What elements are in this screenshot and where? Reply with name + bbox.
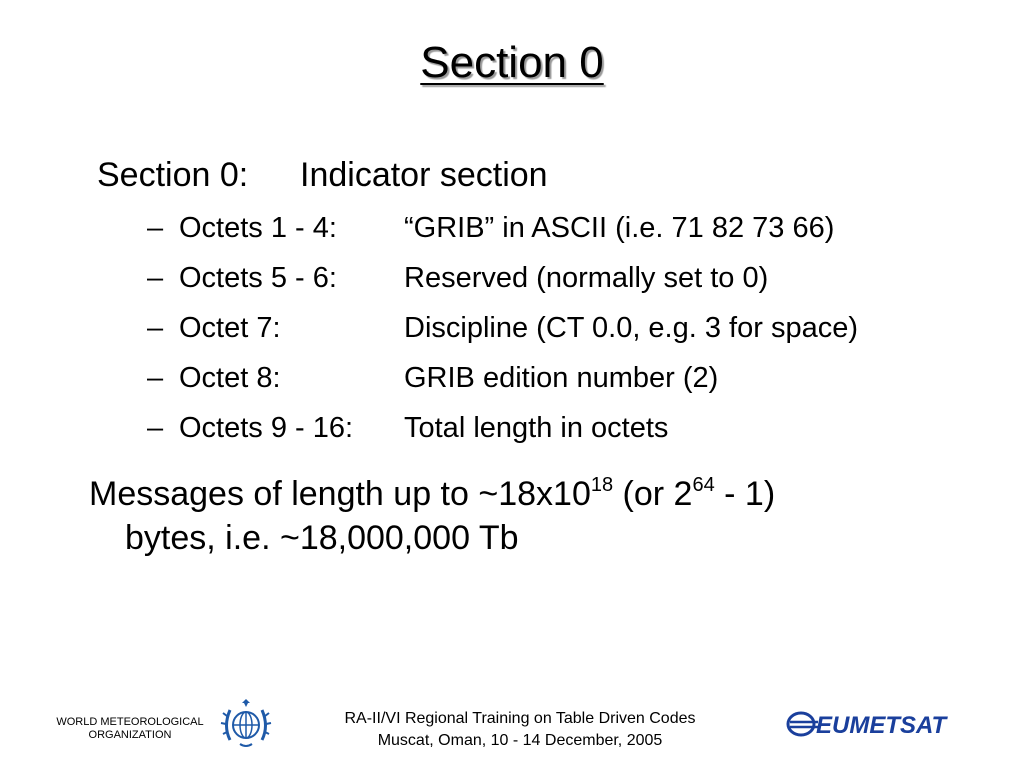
list-item: [147, 410, 858, 460]
list-item: [147, 360, 858, 410]
section-heading-text: Indicator section: [300, 156, 548, 194]
item-label: Octets 5 - 6:: [179, 262, 337, 294]
dash-bullet: –: [147, 412, 164, 444]
wmo-name: [50, 716, 210, 742]
messages-line-2: bytes, i.e. ~18,000,000 Tb: [125, 519, 519, 557]
messages-line-1: [89, 472, 969, 516]
footer-event-title: RA-II/VI Regional Training on Table Driven Codes: [344, 710, 696, 727]
dash-bullet: –: [147, 262, 164, 294]
octet-list: [147, 210, 858, 460]
item-label: Octet 7:: [179, 312, 281, 344]
dash-bullet: –: [147, 312, 164, 344]
list-item: [147, 210, 858, 260]
footer-event-info: [280, 708, 760, 752]
item-text: Reserved (normally set to 0): [404, 262, 769, 294]
item-label: Octets 1 - 4:: [179, 212, 337, 244]
wmo-name-line-1: WORLD METEOROLOGICAL: [56, 716, 204, 728]
item-text: “GRIB” in ASCII (i.e. 71 82 73 66): [404, 212, 835, 244]
wmo-name-line-2: ORGANIZATION: [88, 729, 172, 741]
eumetsat-logo-icon: [784, 706, 954, 742]
messages-paragraph: [89, 472, 969, 560]
list-item: [147, 310, 858, 360]
eumetsat-logo-text: EUMETSAT: [816, 712, 947, 739]
exponent-18: 18: [590, 474, 614, 496]
messages-text-3: - 1): [714, 475, 776, 513]
item-text: GRIB edition number (2): [404, 362, 719, 394]
item-label: Octet 8:: [179, 362, 281, 394]
messages-text-2: (or 2: [613, 475, 693, 513]
messages-text-1: Messages of length up to ~18x10: [89, 475, 591, 513]
wmo-logo-icon: [220, 698, 272, 750]
item-text: Discipline (CT 0.0, e.g. 3 for space): [404, 312, 858, 344]
item-label: Octets 9 - 16:: [179, 412, 354, 444]
dash-bullet: –: [147, 362, 164, 394]
section-heading-label: Section 0:: [97, 156, 249, 194]
slide-title: Section 0: [420, 38, 604, 87]
exponent-64: 64: [692, 474, 715, 496]
item-text: Total length in octets: [404, 412, 669, 444]
list-item: [147, 260, 858, 310]
footer-event-location-date: Muscat, Oman, 10 - 14 December, 2005: [377, 732, 663, 749]
section-heading: [97, 156, 548, 195]
dash-bullet: –: [147, 212, 164, 244]
